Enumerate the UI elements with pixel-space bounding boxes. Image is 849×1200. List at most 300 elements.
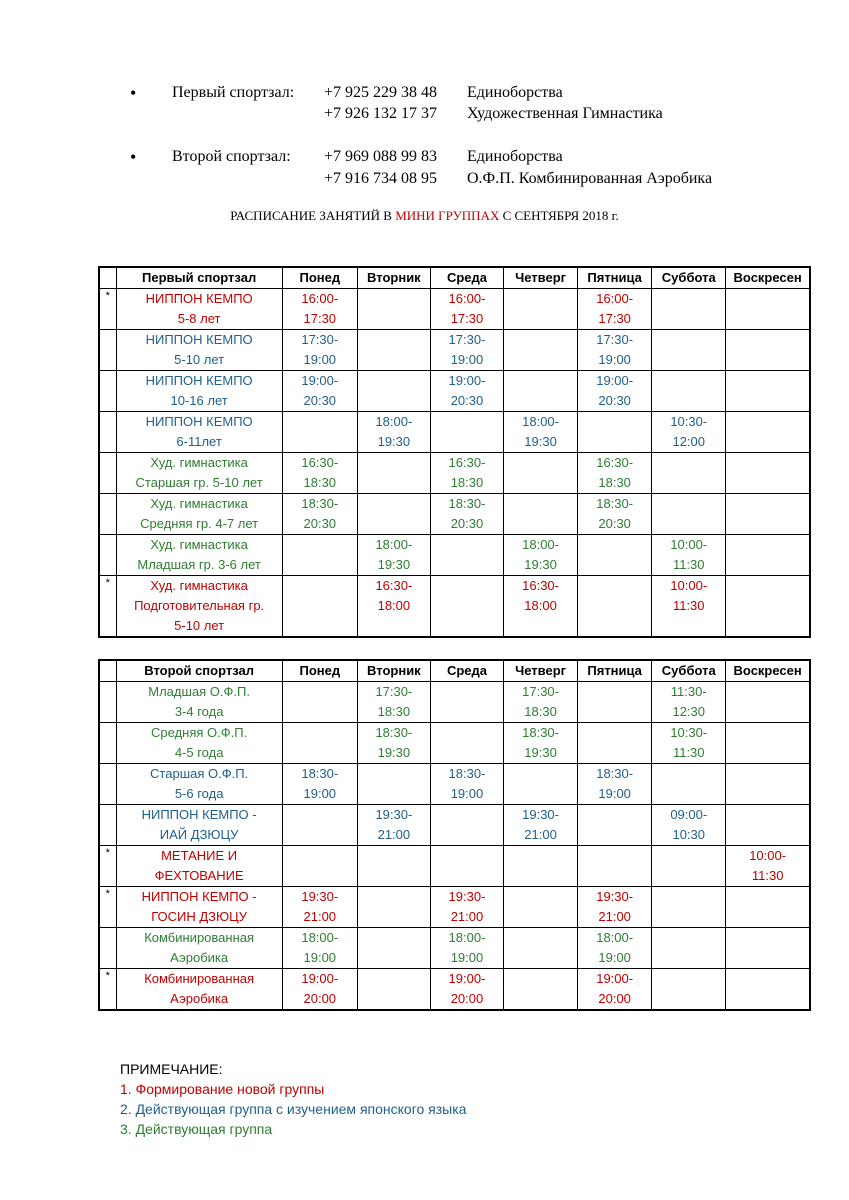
new-group-marker — [99, 371, 116, 412]
time-line: 19:00- — [448, 971, 486, 986]
time-cell — [282, 494, 357, 535]
day-header: Воскресен — [726, 660, 810, 682]
group-name-line: Аэробика — [170, 950, 229, 965]
time-cell — [504, 371, 578, 412]
group-name — [116, 289, 282, 330]
time-cell — [357, 805, 430, 846]
time-cell — [430, 764, 503, 805]
phone: +7 926 132 17 37 — [324, 105, 438, 122]
time-line: 18:30 — [303, 475, 337, 490]
new-group-marker: * — [99, 289, 116, 330]
table-header-row — [99, 660, 810, 682]
day-header: Вторник — [357, 660, 430, 682]
group-name — [116, 494, 282, 535]
time-cell — [578, 412, 652, 453]
time-cell — [504, 289, 578, 330]
group-name-line: 4-5 года — [174, 745, 224, 760]
time-cell — [282, 453, 357, 494]
time-cell — [726, 453, 810, 494]
group-name-line: ГОСИН ДЗЮЦУ — [151, 909, 248, 924]
group-name — [116, 846, 282, 887]
time-line: 16:30- — [596, 455, 634, 470]
group-name-line: НИППОН КЕМПО - — [141, 807, 257, 822]
bullet-icon: • — [130, 147, 137, 167]
activity: Единоборства — [467, 84, 563, 101]
table-row — [99, 289, 810, 330]
group-name — [116, 887, 282, 928]
time-cell — [652, 846, 726, 887]
time-line: 19:00 — [598, 950, 631, 965]
phone: +7 925 229 38 48 — [324, 84, 438, 101]
new-group-marker — [99, 535, 116, 576]
time-line: 18:30- — [301, 766, 339, 781]
new-group-marker — [99, 764, 116, 805]
time-line: 19:00- — [596, 971, 634, 986]
table-header-row — [99, 267, 810, 289]
time-cell — [578, 969, 652, 1011]
time-cell — [282, 330, 357, 371]
time-cell — [357, 928, 430, 969]
time-line: 19:00 — [598, 786, 631, 801]
time-cell — [652, 289, 726, 330]
time-line: 18:30- — [448, 766, 486, 781]
group-name-line: Худ. гимнастика — [150, 455, 248, 470]
table-row — [99, 805, 810, 846]
time-line: 16:00- — [448, 291, 486, 306]
gym-header: Первый спортзал — [116, 267, 282, 289]
time-cell — [282, 371, 357, 412]
time-cell — [652, 576, 726, 638]
note-item: 3. Действующая группа — [120, 1121, 273, 1137]
time-line: 19:00 — [598, 352, 631, 367]
time-line: 21:00 — [377, 827, 411, 842]
group-name-line: НИППОН КЕМПО — [145, 414, 253, 429]
day-header: Понед — [282, 267, 357, 289]
time-cell — [652, 453, 726, 494]
time-line: 19:00 — [450, 950, 484, 965]
time-cell — [726, 576, 810, 638]
time-cell — [726, 846, 810, 887]
time-cell — [357, 723, 430, 764]
table-row — [99, 846, 810, 887]
time-cell — [578, 887, 652, 928]
gym-label: Второй спортзал: — [172, 148, 291, 165]
time-line: 19:00- — [301, 971, 339, 986]
time-line: 19:00 — [303, 950, 337, 965]
time-cell — [726, 723, 810, 764]
group-name — [116, 805, 282, 846]
group-name-line: Комбинированная — [144, 971, 255, 986]
table-row — [99, 371, 810, 412]
time-cell — [357, 887, 430, 928]
new-group-marker — [99, 412, 116, 453]
time-line: 19:30 — [524, 557, 557, 572]
time-line: 17:30- — [522, 684, 559, 699]
group-name — [116, 535, 282, 576]
time-line: 12:00 — [672, 434, 706, 449]
time-line: 18:00- — [522, 537, 559, 552]
group-name-line: Старшая О.Ф.П. — [150, 766, 249, 781]
time-cell — [578, 494, 652, 535]
time-cell — [357, 969, 430, 1011]
group-name-line: Худ. гимнастика — [150, 537, 248, 552]
time-cell — [430, 928, 503, 969]
new-group-marker — [99, 928, 116, 969]
time-line: 11:30 — [672, 598, 705, 613]
time-line: 18:30 — [598, 475, 631, 490]
time-cell — [504, 846, 578, 887]
time-cell — [430, 330, 503, 371]
group-name — [116, 723, 282, 764]
gym-header: Второй спортзал — [116, 660, 282, 682]
time-line: 19:30- — [448, 889, 486, 904]
time-line: 20:30 — [598, 393, 631, 408]
time-line: 12:30 — [672, 704, 706, 719]
time-cell — [357, 371, 430, 412]
phone: +7 916 734 08 95 — [324, 170, 438, 187]
time-line: 20:30 — [303, 393, 337, 408]
time-cell — [282, 846, 357, 887]
time-line: 21:00 — [303, 909, 337, 924]
time-line: 16:00- — [596, 291, 634, 306]
time-line: 18:30- — [522, 725, 559, 740]
time-line: 10:00- — [749, 848, 787, 863]
day-header: Понед — [282, 660, 357, 682]
time-cell — [282, 764, 357, 805]
time-cell — [652, 723, 726, 764]
time-cell — [430, 723, 503, 764]
group-name-line: НИППОН КЕМПО — [145, 291, 253, 306]
group-name-line: Подготовительная гр. — [134, 598, 265, 613]
day-header: Четверг — [504, 267, 578, 289]
new-group-marker: * — [99, 969, 116, 1011]
time-cell — [430, 682, 503, 723]
time-cell — [504, 682, 578, 723]
note-item: 1. Формирование новой группы — [120, 1081, 325, 1097]
time-line: 18:30 — [450, 475, 484, 490]
time-cell — [578, 928, 652, 969]
day-header: Четверг — [504, 660, 578, 682]
group-name-line: 5-6 года — [174, 786, 224, 801]
marker-header — [99, 660, 116, 682]
time-cell — [504, 453, 578, 494]
group-name — [116, 453, 282, 494]
time-cell — [430, 805, 503, 846]
time-line: 11:30 — [672, 745, 705, 760]
time-line: 19:30 — [377, 745, 411, 760]
time-cell — [726, 969, 810, 1011]
time-cell — [430, 289, 503, 330]
time-cell — [357, 453, 430, 494]
time-line: 18:30 — [377, 704, 411, 719]
new-group-marker: * — [99, 846, 116, 887]
day-header: Суббота — [652, 660, 726, 682]
time-line: 18:00- — [448, 930, 486, 945]
table-row — [99, 330, 810, 371]
time-line: 18:00- — [522, 414, 559, 429]
time-line: 19:00- — [448, 373, 486, 388]
time-cell — [357, 494, 430, 535]
group-name — [116, 969, 282, 1011]
group-name — [116, 330, 282, 371]
time-cell — [652, 928, 726, 969]
time-line: 10:30- — [670, 725, 708, 740]
time-cell — [504, 535, 578, 576]
time-cell — [357, 846, 430, 887]
time-line: 19:00- — [301, 373, 339, 388]
time-line: 19:30 — [377, 557, 411, 572]
time-cell — [357, 682, 430, 723]
time-line: 19:30 — [524, 434, 557, 449]
day-header: Воскресен — [726, 267, 810, 289]
activity: О.Ф.П. Комбинированная Аэробика — [467, 170, 713, 187]
time-cell — [282, 887, 357, 928]
table-row — [99, 453, 810, 494]
time-line: 18:30- — [596, 766, 634, 781]
gym-label: Первый спортзал: — [172, 84, 295, 101]
table-row — [99, 969, 810, 1011]
group-name-line: 5-10 лет — [174, 352, 225, 367]
time-line: 21:00 — [598, 909, 631, 924]
time-line: 10:00- — [670, 578, 708, 593]
notes-title: ПРИМЕЧАНИЕ: — [120, 1061, 223, 1077]
time-line: 16:30- — [448, 455, 486, 470]
time-cell — [357, 412, 430, 453]
time-line: 16:30- — [301, 455, 339, 470]
time-line: 18:00- — [301, 930, 339, 945]
time-line: 20:30 — [450, 516, 484, 531]
new-group-marker: * — [99, 576, 116, 638]
time-cell — [282, 682, 357, 723]
new-group-marker — [99, 453, 116, 494]
time-cell — [726, 535, 810, 576]
time-cell — [504, 330, 578, 371]
time-cell — [504, 928, 578, 969]
marker-header — [99, 267, 116, 289]
time-cell — [726, 887, 810, 928]
time-line: 11:30- — [670, 684, 707, 699]
time-cell — [430, 494, 503, 535]
group-name-line: Худ. гимнастика — [150, 496, 248, 511]
time-cell — [578, 576, 652, 638]
day-header: Суббота — [652, 267, 726, 289]
time-cell — [578, 371, 652, 412]
new-group-marker — [99, 805, 116, 846]
time-line: 16:00- — [301, 291, 339, 306]
time-cell — [282, 723, 357, 764]
time-line: 21:00 — [450, 909, 484, 924]
time-cell — [578, 289, 652, 330]
time-line: 17:30- — [375, 684, 413, 699]
time-line: 18:30- — [448, 496, 486, 511]
time-cell — [504, 723, 578, 764]
group-name-line: Младшая О.Ф.П. — [148, 684, 250, 699]
time-cell — [357, 576, 430, 638]
time-cell — [282, 805, 357, 846]
time-cell — [726, 682, 810, 723]
time-cell — [578, 805, 652, 846]
group-name — [116, 576, 282, 638]
time-line: 18:30- — [301, 496, 339, 511]
time-line: 16:30- — [522, 578, 559, 593]
note-item: 2. Действующая группа с изучением японского языка — [120, 1101, 467, 1117]
time-line: 19:00- — [596, 373, 634, 388]
notes-section — [120, 1059, 466, 1139]
time-cell — [652, 969, 726, 1011]
group-name-line: НИППОН КЕМПО — [145, 332, 253, 347]
day-header: Пятница — [578, 267, 652, 289]
time-cell — [282, 289, 357, 330]
time-line: 17:30- — [301, 332, 339, 347]
time-line: 20:00 — [303, 991, 337, 1006]
time-line: 17:30- — [448, 332, 486, 347]
time-line: 10:30 — [672, 827, 706, 842]
time-line: 18:00 — [377, 598, 411, 613]
time-line: 10:00- — [670, 537, 708, 552]
time-line: 19:00 — [450, 786, 484, 801]
time-cell — [430, 412, 503, 453]
schedule-table-gym-2 — [98, 659, 811, 1011]
group-name-line: Худ. гимнастика — [150, 578, 248, 593]
time-cell — [357, 330, 430, 371]
table-row — [99, 723, 810, 764]
schedule-title: РАСПИСАНИЕ ЗАНЯТИЙ В МИНИ ГРУППАХ С СЕНТЯБРЯ 2018 г. — [230, 208, 619, 223]
time-line: 11:30 — [751, 868, 784, 883]
time-cell — [578, 764, 652, 805]
group-name-line: Старшая гр. 5-10 лет — [135, 475, 263, 490]
day-header: Пятница — [578, 660, 652, 682]
activity: Единоборства — [467, 148, 563, 165]
schedule-table-gym-1 — [98, 266, 811, 638]
time-cell — [578, 846, 652, 887]
time-cell — [282, 576, 357, 638]
time-cell — [430, 969, 503, 1011]
table-row — [99, 576, 810, 638]
group-name-line: НИППОН КЕМПО - — [141, 889, 257, 904]
group-name — [116, 682, 282, 723]
day-header: Среда — [430, 267, 503, 289]
group-name-line: Средняя О.Ф.П. — [151, 725, 248, 740]
time-cell — [652, 764, 726, 805]
day-header: Вторник — [357, 267, 430, 289]
time-cell — [504, 576, 578, 638]
table-row — [99, 412, 810, 453]
time-cell — [726, 928, 810, 969]
activity: Художественная Гимнастика — [467, 105, 663, 122]
time-line: 18:00- — [375, 414, 413, 429]
group-name-line: НИППОН КЕМПО — [145, 373, 253, 388]
time-cell — [652, 412, 726, 453]
time-line: 19:30- — [596, 889, 634, 904]
time-line: 18:00 — [524, 598, 557, 613]
time-cell — [652, 887, 726, 928]
time-cell — [726, 330, 810, 371]
time-line: 17:30 — [303, 311, 337, 326]
time-cell — [282, 928, 357, 969]
time-cell — [652, 535, 726, 576]
time-cell — [652, 371, 726, 412]
time-cell — [578, 535, 652, 576]
time-cell — [578, 682, 652, 723]
time-cell — [357, 535, 430, 576]
time-cell — [282, 535, 357, 576]
group-name-line: МЕТАНИЕ И — [161, 848, 238, 863]
time-cell — [430, 371, 503, 412]
group-name-line: ИАЙ ДЗЮЦУ — [159, 827, 239, 842]
time-line: 16:30- — [375, 578, 413, 593]
time-line: 18:00- — [596, 930, 634, 945]
time-line: 19:30 — [377, 434, 411, 449]
time-line: 20:30 — [598, 516, 631, 531]
time-line: 20:30 — [303, 516, 337, 531]
time-line: 11:30 — [672, 557, 705, 572]
new-group-marker — [99, 330, 116, 371]
group-name-line: ФЕХТОВАНИЕ — [154, 868, 244, 883]
time-cell — [652, 682, 726, 723]
time-line: 19:30- — [301, 889, 339, 904]
day-header: Среда — [430, 660, 503, 682]
time-line: 18:30- — [375, 725, 413, 740]
group-name — [116, 764, 282, 805]
time-line: 19:00 — [303, 786, 337, 801]
group-name-line: Младшая гр. 3-6 лет — [137, 557, 261, 572]
time-line: 18:00- — [375, 537, 413, 552]
time-line: 20:00 — [450, 991, 484, 1006]
time-cell — [652, 494, 726, 535]
time-cell — [504, 887, 578, 928]
time-line: 18:30 — [524, 704, 557, 719]
group-name-line: 10-16 лет — [170, 393, 228, 408]
time-line: 20:30 — [450, 393, 484, 408]
time-cell — [578, 453, 652, 494]
time-cell — [430, 887, 503, 928]
bullet-icon: • — [130, 83, 137, 103]
time-line: 19:00 — [303, 352, 337, 367]
group-name-line: Комбинированная — [144, 930, 255, 945]
time-cell — [357, 289, 430, 330]
time-line: 17:30- — [596, 332, 634, 347]
time-line: 21:00 — [524, 827, 557, 842]
new-group-marker: * — [99, 887, 116, 928]
time-line: 19:30 — [524, 745, 557, 760]
time-cell — [282, 412, 357, 453]
time-cell — [504, 494, 578, 535]
group-name-line: Средняя гр. 4-7 лет — [140, 516, 259, 531]
time-cell — [578, 330, 652, 371]
time-line: 18:30- — [596, 496, 634, 511]
time-cell — [726, 494, 810, 535]
new-group-marker — [99, 723, 116, 764]
time-cell — [726, 289, 810, 330]
time-cell — [504, 764, 578, 805]
time-cell — [726, 764, 810, 805]
time-cell — [504, 805, 578, 846]
group-name-line: 5-10 лет — [174, 618, 225, 633]
time-cell — [726, 371, 810, 412]
time-cell — [652, 805, 726, 846]
time-cell — [430, 846, 503, 887]
group-name — [116, 371, 282, 412]
time-cell — [726, 412, 810, 453]
table-row — [99, 535, 810, 576]
table-row — [99, 682, 810, 723]
time-line: 20:00 — [598, 991, 631, 1006]
group-name-line: 5-8 лет — [177, 311, 221, 326]
time-line: 19:30- — [375, 807, 413, 822]
time-line: 19:30- — [522, 807, 559, 822]
group-name-line: 3-4 года — [174, 704, 224, 719]
table-row — [99, 887, 810, 928]
